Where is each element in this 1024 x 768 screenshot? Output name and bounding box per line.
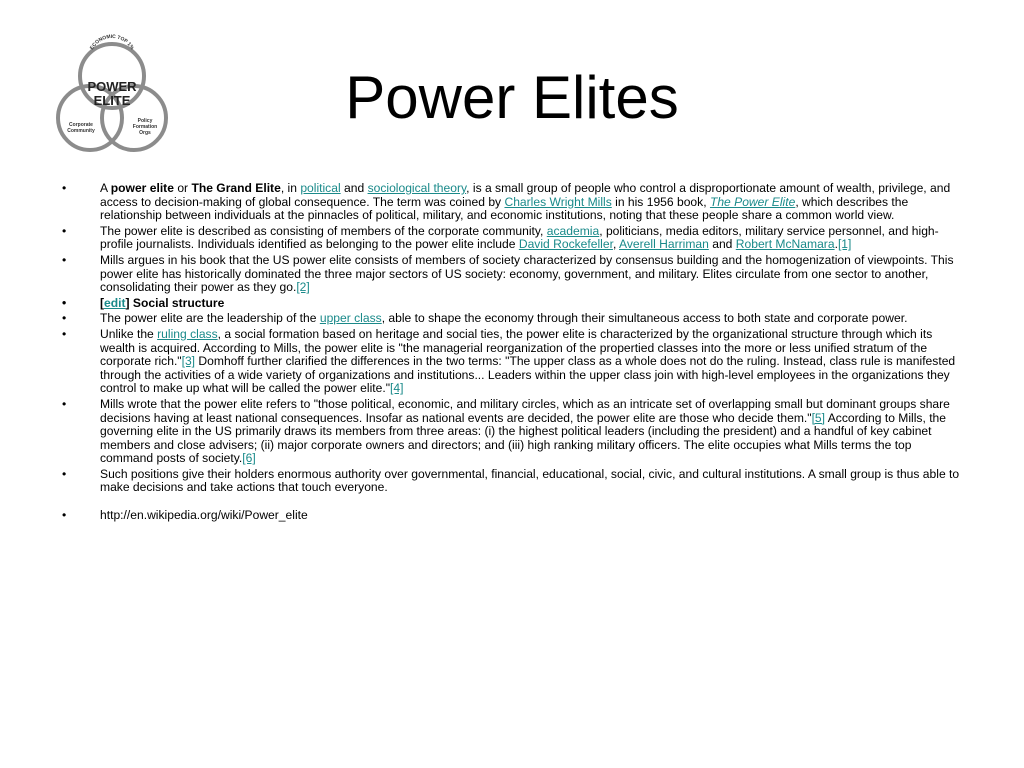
bullet-list [60,182,964,525]
text: . [834,237,838,252]
logo-right-line1: Policy [137,118,153,124]
logo-top-circle-text: ECONOMIC TOP 1% [89,34,135,51]
text: , [612,237,620,252]
bullet-source-url [60,509,964,523]
text: and [340,181,368,195]
text: Unlike the [100,326,158,341]
text: , able to shape the economy through their simultaneous access to both state and corporate power. [381,311,908,326]
text: , in [280,181,301,195]
text: Such positions give their holders enormous authority over governmental, financial, educational, social, civic, and cultural institutions. A small group is thus able to make decisions and take actions that touch everyone. [100,466,960,495]
link-sociological-theory[interactable]: sociological theory [367,181,467,195]
link-david-rockefeller[interactable]: David Rockefeller [518,237,613,252]
logo-center-line1: POWER [87,79,137,94]
link-citation-3[interactable]: [3] [181,354,196,369]
bullet-members [60,225,964,252]
link-citation-6[interactable]: [6] [242,451,256,466]
term-grand-elite: The Grand Elite [191,181,281,195]
text: Domhoff further clarified the differences in the two terms: "The upper class as a whole does not do the ruling. Instead, class rule is manifested through the activities of a wide variety of organizations and institutions... Leaders within the upper class join with high-level employees in the organizations they control to make up what will be called the power elite." [100,354,956,396]
link-averell-harriman[interactable]: Averell Harriman [619,237,709,252]
bullet-section-heading [60,297,964,311]
text: According to Mills, the governing elite in the US primarily draws its members from three areas: (i) the highest political leaders (including the president) and a handful of key cabinet members and close advisers; (ii) major corporate owners and directors; and (iii) high ranking military officers. The elite occupies what Mills terms the top command posts of society. [100,410,947,466]
link-citation-2[interactable]: [2] [296,280,310,295]
bullet-mills-argues [60,254,964,295]
text: ] Social structure [125,295,225,310]
text: , a social formation based on heritage and social ties, the power elite is characterized by the organizational structure through which its wealth is acquired. According to Mills, the power elite is "the managerial reorganization of the propertied classes into the more or less unified stratum of the corporate rich." [100,326,933,369]
logo-center-line2: ELITE [93,93,131,108]
link-political[interactable]: political [300,181,341,195]
link-upper-class[interactable]: upper class [319,311,382,326]
text: , which describes the relationship between individuals at the pinnacles of political, military, and economic institutions, noting that these people share a common world view. [100,194,909,223]
logo-left-line2: Community [67,128,95,134]
link-citation-4[interactable]: [4] [390,381,404,396]
bullet-ruling-class [60,328,964,396]
source-url-text: http://en.wikipedia.org/wiki/Power_elite [100,508,308,523]
link-citation-1[interactable]: [1] [837,237,852,252]
link-edit[interactable]: edit [104,295,126,310]
text: in his 1956 book, [611,194,710,209]
logo-left-line1: Corporate [69,122,93,128]
bullet-definition [60,182,964,223]
text: [ [100,295,105,310]
text: , is a small group of people who control a disproportionate amount of wealth, privilege, and access to decision-making of global consequence. The term was coined by [100,181,951,209]
text: Mills wrote that the power elite refers to "those political, economic, and military circles, which as an intricate set of overlapping small but dominant groups share decisions having at least national consequences. Insofar as national events are decided, the power elite are those who decide them." [100,396,950,425]
link-academia[interactable]: academia [546,223,600,238]
link-robert-mcnamara[interactable]: Robert McNamara [735,237,835,252]
text: The power elite is described as consisting of members of the corporate community, [100,223,547,238]
text: A [100,181,111,195]
bullet-upper-class [60,312,964,326]
bullet-governing-elite [60,398,964,466]
term-power-elite: power elite [110,181,174,195]
link-ruling-class[interactable]: ruling class [157,326,218,341]
logo-right-line3: Orgs [139,130,151,136]
slide-title: Power Elites [345,64,679,131]
text: and [708,237,736,252]
link-charles-wright-mills[interactable]: Charles Wright Mills [504,194,612,209]
text: Mills argues in his book that the US power elite consists of members of society characterized by consensus building and the homogenization of viewpoints. This power elite has historically dominated the three major sectors of US society: economy, government, and military. Elites circulate from one sector to another, consolidating their power as they go. [100,252,954,295]
text: The power elite are the leadership of the [100,311,320,326]
link-citation-5[interactable]: [5] [811,410,826,425]
link-the-power-elite[interactable]: The Power Elite [709,194,796,209]
bullet-positions [60,468,964,495]
text: , politicians, media editors, military service personnel, and high-profile journalists. Individuals identified as belonging to the power elite include [100,223,939,252]
text: or [173,181,192,195]
logo-right-line2: Formation [132,124,158,130]
